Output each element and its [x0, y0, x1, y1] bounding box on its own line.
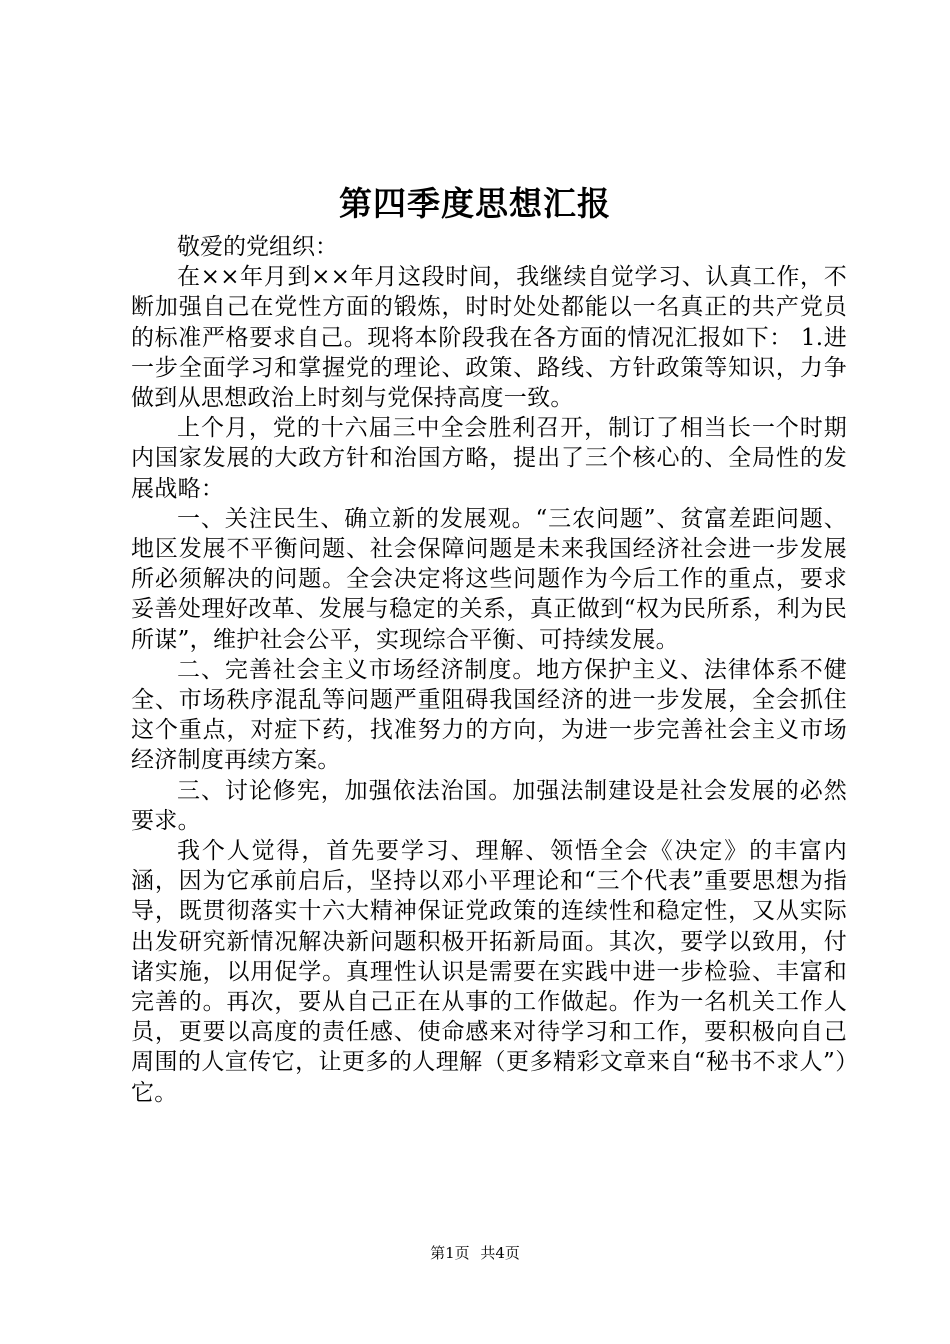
page-number: 第1页	[430, 1244, 470, 1262]
page-footer	[0, 1243, 950, 1263]
page-total: 共4页	[480, 1244, 520, 1262]
salutation: 敬爱的党组织：	[177, 234, 338, 260]
paragraph-point-three: 三、讨论修宪，加强依法治国。加强法制建设是社会发展的必然要求。	[131, 777, 847, 834]
paragraph-plenary: 上个月，党的十六届三中全会胜利召开，制订了相当长一个时期内国家发展的大政方针和治国方略，提出了三个核心的、全局性的发展战略：	[131, 415, 847, 502]
paragraph-point-one: 一、关注民生、确立新的发展观。“三农问题”、贫富差距问题、地区发展不平衡问题、社会保障问题是未来我国经济社会进一步发展所必须解决的问题。全会决定将这些问题作为今后工作的重点，要求妥善处理好改革、发展与稳定的关系，真正做到“权为民所系，利为民所谋”，维护社会公平，实现综合平衡、可持续发展。	[131, 505, 847, 653]
document-title: 第四季度思想汇报	[339, 184, 611, 223]
paragraph-personal-view: 我个人觉得，首先要学习、理解、领悟全会《决定》的丰富内涵，因为它承前启后，坚持以邓小平理论和“三个代表”重要思想为指导，既贯彻落实十六大精神保证党政策的连续性和稳定性，又从实际出发研究新情况解决新问题积极开拓新局面。其次，要学以致用，付诸实施，以用促学。真理性认识是需要在实践中进一步检验、丰富和完善的。再次，要从自己正在从事的工作做起。作为一名机关工作人员，更要以高度的责任感、使命感来对待学习和工作，要积极向自己周围的人宣传它，让更多的人理解（更多精彩文章来自“秘书不求人”）它。	[131, 838, 847, 1106]
paragraph-point-two: 二、完善社会主义市场经济制度。地方保护主义、法律体系不健全、市场秩序混乱等问题严重阻碍我国经济的进一步发展，全会抓住这个重点，对症下药，找准努力的方向，为进一步完善社会主义市场经济制度再续方案。	[131, 656, 847, 774]
document-body	[131, 232, 847, 1108]
paragraph-intro: 在××年月到××年月这段时间，我继续自觉学习、认真工作，不断加强自己在党性方面的锻炼，时时处处都能以一名真正的共产党员的标准严格要求自己。现将本阶段我在各方面的情况汇报如下： 1.进一步全面学习和掌握党的理论、政策、路线、方针政策等知识，力争做到从思想政治上时刻与党保持高度一致。	[131, 264, 847, 412]
